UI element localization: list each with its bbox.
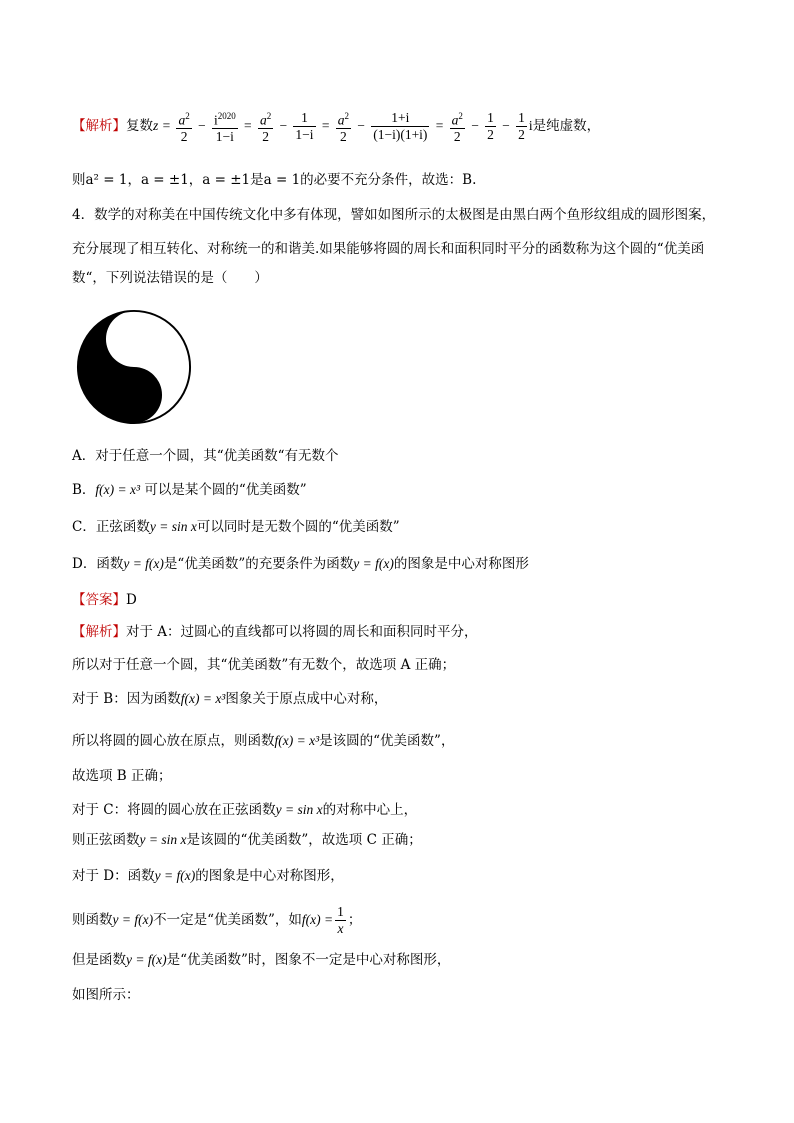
solution-line-8: 对于 D：函数y = f(x)的图象是中心对称图形， [72,868,344,884]
var-z: z [153,118,159,133]
option-b: B．f(x) = x³ 可以是某个圆的“优美函数” [72,482,307,498]
solution-line-3: 对于 B：因为函数f(x) = x³图象关于原点成中心对称， [72,691,388,707]
solution-line-1: 【解析】对于 A：过圆心的直线都可以将圆的周长和面积同时平分， [72,624,478,640]
frac-1-over-2-b: $\frac{1}{2}$ [518,110,525,142]
solution-line-11: 如图所示： [72,987,140,1003]
frac-a2-over-2: $\frac{a^2}{2}$ [176,108,191,146]
analysis-prefix: 复数 [126,118,153,134]
solution-line-7: 则正弦函数y = sin x是该圆的“优美函数”，故选项 C 正确； [72,832,422,848]
solution-line-5: 故选项 B 正确； [72,768,172,784]
solution-line-6: 对于 C：将圆的圆心放在正弦函数y = sin x的对称中心上， [72,802,418,818]
question-line-1: 4．数学的对称美在中国传统文化中多有体现，譬如如图所示的太极图是由黑白两个鱼形纹组成的圆形图案， [72,207,716,223]
answer-tag: 【答案】 [72,592,126,608]
question-line-2: 充分展现了相互转化、对称统一的和谐美.如果能够将圆的周长和面积同时平分的函数称为这个圆的“优美函 [72,241,705,257]
solution-tag: 【解析】 [72,624,126,640]
frac-i2020-over-1-minus-i: $\frac{i^{2020}}{1-i}$ [212,108,238,146]
option-a: A．对于任意一个圆，其“优美函数“有无数个 [72,448,339,464]
analysis-tag: 【解析】 [72,118,126,134]
answer-value: D [126,592,137,608]
frac-a2-over-2-b: $\frac{a^2}{2}$ [258,108,273,146]
solution-line-4: 所以将圆的圆心放在原点，则函数f(x) = x³是该圆的“优美函数”， [72,733,455,749]
frac-1-over-1-minus-i: $\frac{1}{1-i}$ [295,110,314,142]
option-d: D．函数y = f(x)是“优美函数”的充要条件为函数y = f(x)的图象是中心对称图形 [72,556,529,572]
question-line-3: 数“，下列说法错误的是（ ） [72,270,268,286]
frac-1-over-x: $\frac{1}{x}$ [337,904,344,936]
option-c: C．正弦函数y = sin x可以同时是无数个圆的“优美函数” [72,519,400,535]
solution-line-2: 所以对于任意一个圆，其“优美函数”有无数个，故选项 A 正确； [72,657,456,673]
solution-line-10: 但是函数y = f(x)是“优美函数”时，图象不一定是中心对称图形， [72,952,451,968]
frac-1-over-2: $\frac{1}{2}$ [487,110,494,142]
taiji-yin-yang-icon [75,308,193,426]
analysis-suffix: 是纯虚数， [532,118,601,134]
frac-a2-over-2-d: $\frac{a^2}{2}$ [450,108,465,146]
frac-1-plus-i-over-product: $\frac{1+i}{(1-i)(1+i)}$ [373,110,428,142]
frac-a2-over-2-c: $\frac{a^2}{2}$ [336,108,351,146]
answer-line [72,590,137,610]
analysis-line-2: 则a² = 1，a = ±1，a = ±1是a = 1的必要不充分条件，故选：B. [72,172,477,188]
analysis-line-1: 【解析】复数z = $\frac{a^2}{2}$ − $\frac{i^{2020}}{1-i}$ = $\frac{a^2}{2}$ − $\frac{1}{1-i}$ = $\frac{a^2}{2}$ − $\frac{1+i}{(1-i)(1+i)}$ = $\frac{a^2}{2}$ − $\frac{1}{2}$ − $\frac{1}{2}$ i是纯虚数， [72,104,600,148]
solution-line-9: 则函数y = f(x)不一定是“优美函数”，如f(x) = $\frac{1}{x}$ ； [72,904,362,936]
